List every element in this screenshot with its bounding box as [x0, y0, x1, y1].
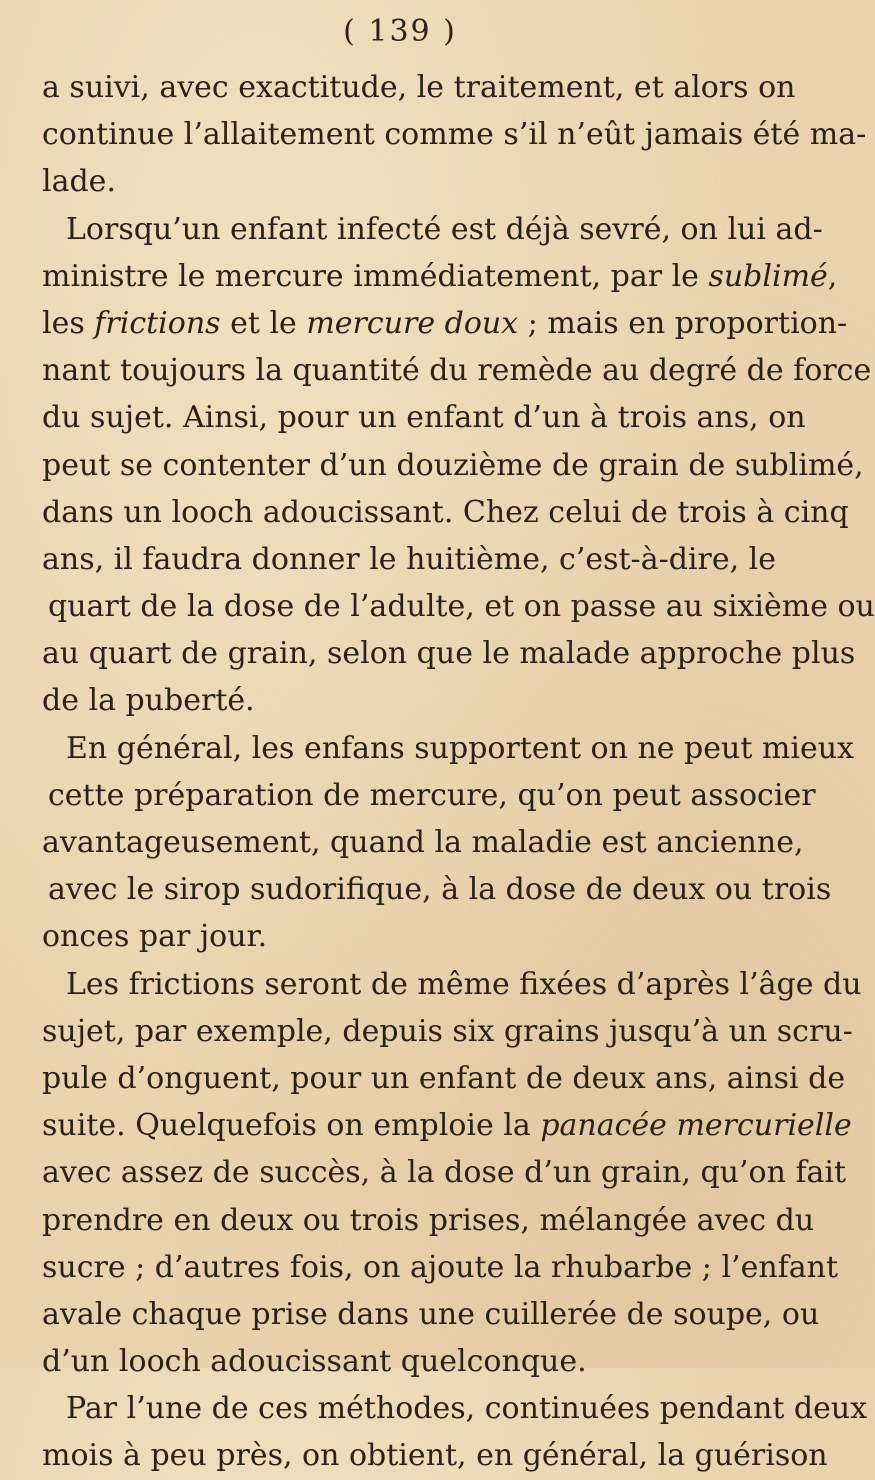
text-line: nant toujours la quantité du remède au degré de force — [42, 353, 872, 389]
text-line: prendre en deux ou trois prises, mélangée avec du — [42, 1202, 815, 1238]
text-line: dans un looch adoucissant. Chez celui de trois à cinq — [42, 494, 849, 530]
text-line: quart de la dose de l’adulte, et on passe au sixième ou — [48, 589, 875, 625]
text-line: suite. Quelquefois on emploie la panacée mercurielle — [42, 1108, 852, 1144]
text-line: continue l’allaitement comme s’il n’eût jamais été ma- — [42, 117, 867, 153]
text-line: les frictions et le mercure doux ; mais en proportion- — [42, 305, 848, 341]
italic-term: frictions — [94, 305, 221, 341]
text-line: du sujet. Ainsi, pour un enfant d’un à trois ans, on — [42, 400, 806, 436]
page-number: ( 139 ) — [343, 14, 457, 49]
text-line: En général, les enfans supportent on ne peut mieux — [66, 730, 854, 766]
text-line: Lorsqu’un enfant infecté est déjà sevré, on lui ad- — [66, 211, 823, 247]
text-line: onces par jour. — [42, 919, 268, 955]
text-line: sujet, par exemple, depuis six grains jusqu’à un scru- — [42, 1013, 853, 1049]
italic-term: sublimé — [708, 258, 828, 294]
italic-term: mercure doux — [306, 305, 519, 341]
body-text — [42, 64, 875, 1480]
text-line: Par l’une de ces méthodes, continuées pendant deux — [66, 1391, 868, 1427]
text-line: ministre le mercure immédiatement, par le sublimé, — [42, 258, 838, 294]
text-line: mois à peu près, on obtient, en général, la guérison — [42, 1438, 828, 1474]
text-line: ans, il faudra donner le huitième, c’est-à-dire, le — [42, 541, 777, 577]
text-line: au quart de grain, selon que le malade approche plus — [42, 636, 856, 672]
italic-term: panacée mercurielle — [540, 1108, 852, 1144]
text-line: sucre ; d’autres fois, on ajoute la rhubarbe ; l’enfant — [42, 1249, 839, 1285]
text-line: Les frictions seront de même fixées d’après l’âge du — [66, 966, 862, 1002]
text-line: d’un looch adoucissant quelconque. — [42, 1344, 587, 1380]
text-line: pule d’onguent, pour un enfant de deux ans, ainsi de — [42, 1060, 846, 1096]
text-line: peut se contenter d’un douzième de grain de sublimé, — [42, 447, 864, 483]
text-line: avec assez de succès, à la dose d’un grain, qu’on fait — [42, 1155, 847, 1191]
text-line: avec le sirop sudorifique, à la dose de deux ou trois — [48, 872, 832, 908]
text-line: avale chaque prise dans une cuillerée de soupe, ou — [42, 1296, 820, 1332]
text-line: cette préparation de mercure, qu’on peut associer — [48, 777, 816, 813]
text-line: avantageusement, quand la maladie est ancienne, — [42, 825, 804, 860]
text-line: de la puberté. — [42, 683, 255, 719]
text-line: a suivi, avec exactitude, le traitement, et alors on — [42, 70, 796, 105]
text-line: lade. — [42, 164, 116, 200]
